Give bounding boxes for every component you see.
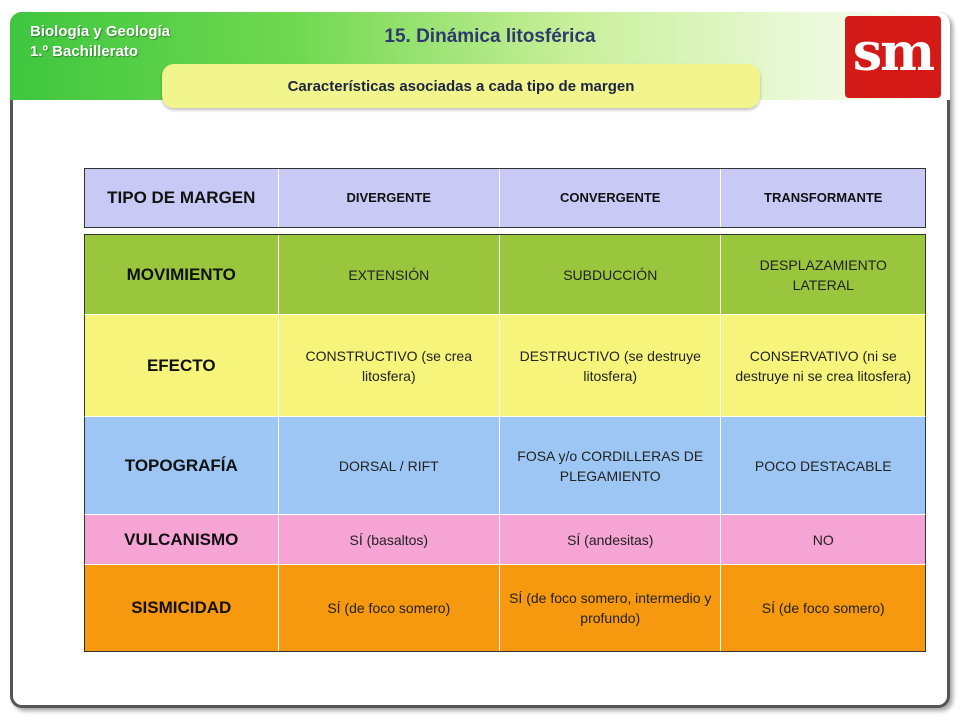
course-subject: Biología y Geología [30,23,171,40]
table-row-vulcanismo [84,514,926,564]
table-row-sismicidad [84,564,926,652]
slide-subtitle: Características asociadas a cada tipo de margen [287,78,635,95]
row-label: TOPOGRAFÍA [85,417,279,514]
cell-divergente: SÍ (basaltos) [279,515,500,564]
cell-transformante: DESPLAZAMIENTO LATERAL [759,256,887,293]
course-level: 1.º Bachillerato [30,43,139,60]
cell-convergente: SUBDUCCIÓN [500,235,721,314]
table-row-efecto [84,314,926,416]
row-label: MOVIMIENTO [85,235,279,314]
cell-transformante: NO [812,531,834,548]
header-cell-tipo: TIPO DE MARGEN [85,169,279,227]
cell-divergente: CONSTRUCTIVO (se crea litosfera) [279,315,500,416]
table-row-topografia [84,416,926,514]
cell-convergente: SÍ (de foco somero, intermedio y profundo) [500,565,721,651]
row-label: EFECTO [85,315,279,416]
row-label: SISMICIDAD [85,565,279,651]
header-cell-divergente: DIVERGENTE [279,169,500,227]
header-cell-convergente: CONVERGENTE [500,169,721,227]
cell-divergente: SÍ (de foco somero) [279,565,500,651]
cell-transformante: SÍ (de foco somero) [761,600,885,616]
logo-text: sm [852,22,934,83]
cell-divergente: DORSAL / RIFT [279,417,500,514]
course-label [30,22,170,62]
cell-convergente: SÍ (andesitas) [500,515,721,564]
unit-title: 15. Dinámica litosférica [384,26,596,47]
cell-convergente: FOSA y/o CORDILLERAS DE PLEGAMIENTO [500,417,721,514]
table-header-row [84,168,926,228]
sm-logo [845,16,941,98]
row-label: VULCANISMO [85,515,279,564]
cell-transformante: POCO DESTACABLE [754,457,892,474]
table-row-movimiento [84,234,926,314]
header-cell-transformante: TRANSFORMANTE [764,190,883,205]
cell-transformante: CONSERVATIVO (ni se destruye ni se crea litosfera) [735,347,912,384]
cell-convergente: DESTRUCTIVO (se destruye litosfera) [500,315,721,416]
cell-divergente: EXTENSIÓN [279,235,500,314]
